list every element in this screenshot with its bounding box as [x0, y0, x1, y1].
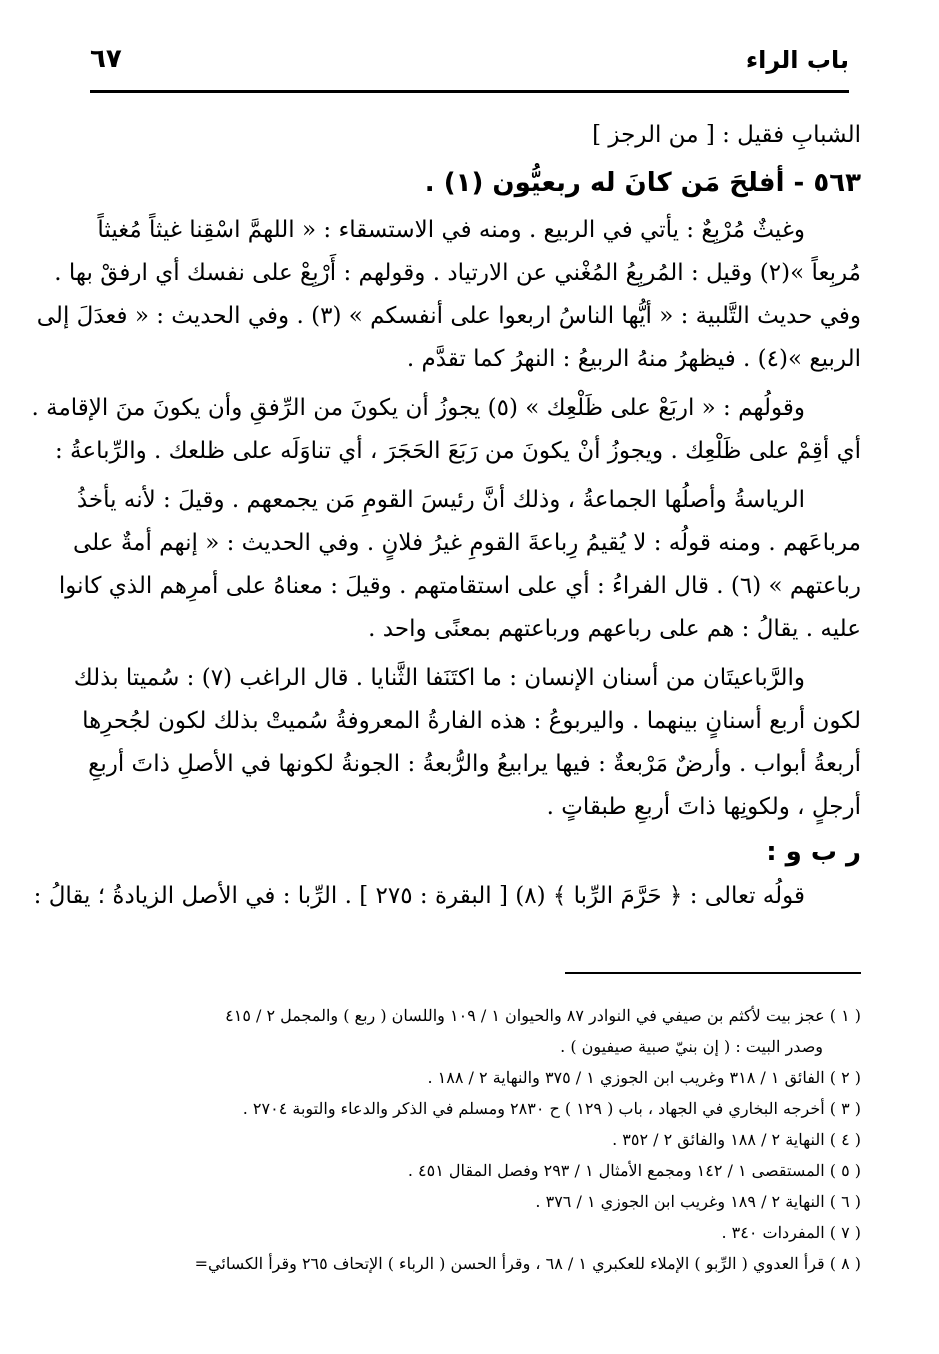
text-line: وفي حديث التَّلبية : « أيُّها الناسُ اربعوا على أنفسكم » (٣) . وفي الحديث : « فعدَلَ إلى: [36, 303, 861, 329]
intro-line: الشبابِ فقيل : [ من الرجز ]: [592, 122, 861, 148]
text-line: قولُه تعالى : ﴿ حَرَّمَ الرِّبا ﴾ (٨) [ البقرة : ٢٧٥ ] . الرِّبا : في الأصل الزيادةُ ؛ يقالُ :: [33, 883, 805, 909]
text-line: رباعتهم » (٦) . قال الفراءُ : أي على استقامتهم . وقيلَ : معناهُ على أمرِهم الذي كانوا: [58, 573, 861, 599]
text-line: أي أقِمْ على ظَلْعِك . ويجوزُ أنْ يكونَ من رَبَعَ الحَجَرَ ، أي تناوَلَه على ظلعك . والرِّباعةُ :: [55, 438, 861, 464]
footnote: ( ١ ) عجز بيت لأكثم بن صيفي في النوادر ٨٧ والحيوان ١ / ١٠٩ واللسان ( ربع ) والمجمل ٢ / ٤١٥: [225, 1006, 861, 1025]
text-line: عليه . يقالُ : هم على رباعهم ورباعتهم بمعنًى واحد .: [368, 616, 861, 642]
text-line: أرجلٍ ، ولكونِها ذاتَ أربعِ طبقاتٍ .: [546, 794, 861, 820]
page-number: ٦٧: [90, 44, 122, 74]
root-heading: ر ب و :: [766, 837, 861, 867]
text-line: وغيثٌ مُرْبِعٌ : يأتي في الربيع . ومنه في الاستسقاء : « اللهمَّ اسْقِنا غيثاً مُغيثاً: [97, 217, 805, 243]
text-line: مُربِعاً »(٢) وقيل : المُربِعُ المُغْني عن الارتياد . وقولهم : أَرْبِعْ على نفسك أي ارفقْ بها .: [54, 260, 861, 286]
footnote-continuation: وصدر البيت : ( إن بنيّ صبية صيفيون ) .: [560, 1037, 823, 1056]
footnotes: [85, 1000, 861, 1279]
text-line: الربيع »(٤) . فيظهرُ منهُ الربيعُ : النهرُ كما تقدَّم .: [406, 346, 861, 372]
text-line: وقولُهم : « اربَعْ على ظَلْعِك » (٥) يجوزُ أن يكونَ من الرِّفقِ وأن يكونَ منَ الإقامة .: [31, 395, 805, 421]
footnote: ( ٦ ) النهاية ٢ / ١٨٩ وغريب ابن الجوزي ١ / ٣٧٦ .: [535, 1192, 861, 1211]
main-text: [31, 114, 861, 918]
footnote: ( ٧ ) المفردات ٣٤٠ .: [721, 1223, 861, 1242]
text-line: لكون أربع أسنانٍ بينهما . واليربوعُ : هذه الفارةُ المعروفةُ سُميتْ بذلك لكون لجُحرِها: [82, 708, 861, 734]
footnote-separator: [565, 972, 861, 974]
footnote: ( ٣ ) أخرجه البخاري في الجهاد ، باب ( ١٢٩ ) ح ٢٨٣٠ ومسلم في الذكر والدعاء والتوبة ٢٧٠٤ .: [242, 1099, 861, 1118]
header-rule: [90, 90, 849, 93]
paragraph: [58, 479, 861, 651]
paragraph: [73, 657, 861, 829]
entry-heading: ٥٦٣ - أفلحَ مَن كانَ له ربعيُّون (١) .: [424, 168, 861, 198]
page-header: [90, 38, 849, 90]
footnote: ( ٢ ) الفائق ١ / ٣١٨ وغريب ابن الجوزي ١ / ٣٧٥ والنهاية ٢ / ١٨٨ .: [427, 1068, 861, 1087]
text-line: الرياسةُ وأصلُها الجماعةُ ، وذلك أنَّ رئيسَ القومِ مَن يجمعهم . وقيلَ : لأنه يأخذُ: [76, 487, 805, 513]
text-line: والرَّباعيتَان من أسنان الإنسان : ما اكتَنَفا الثَّنايا . قال الراغب (٧) : سُميتا بذلك: [73, 665, 805, 691]
footnote: ( ٥ ) المستقصى ١ / ١٤٢ ومجمع الأمثال ١ / ٢٩٣ وفصل المقال ٤٥١ .: [407, 1161, 861, 1180]
text-line: أربعةُ أبواب . وأرضٌ مَرْبعةٌ : فيها يرابيعُ والرُّبعةُ : الجونةُ لكونها في الأصلِ ذاتَ أربعِ: [88, 751, 861, 777]
text-line: مرباعَهم . ومنه قولُه : لا يُقيمُ رِباعةَ القومِ غيرُ فلانٍ . وفي الحديث : « إنهم أمةٌ على: [73, 530, 861, 556]
footnote: ( ٨ ) قرأ العدوي ( الرِّبو ) الإملاء للعكبري ١ / ٦٨ ، وقرأ الحسن ( الرباء ) الإتحاف ٢٦٥ وقرأ الكسائي=: [194, 1254, 861, 1273]
chapter-title: باب الراء: [745, 46, 849, 74]
paragraph: [36, 209, 861, 381]
footnote: ( ٤ ) النهاية ٢ / ١٨٨ والفائق ٢ / ٣٥٢ .: [612, 1130, 861, 1149]
paragraph: [31, 387, 861, 473]
